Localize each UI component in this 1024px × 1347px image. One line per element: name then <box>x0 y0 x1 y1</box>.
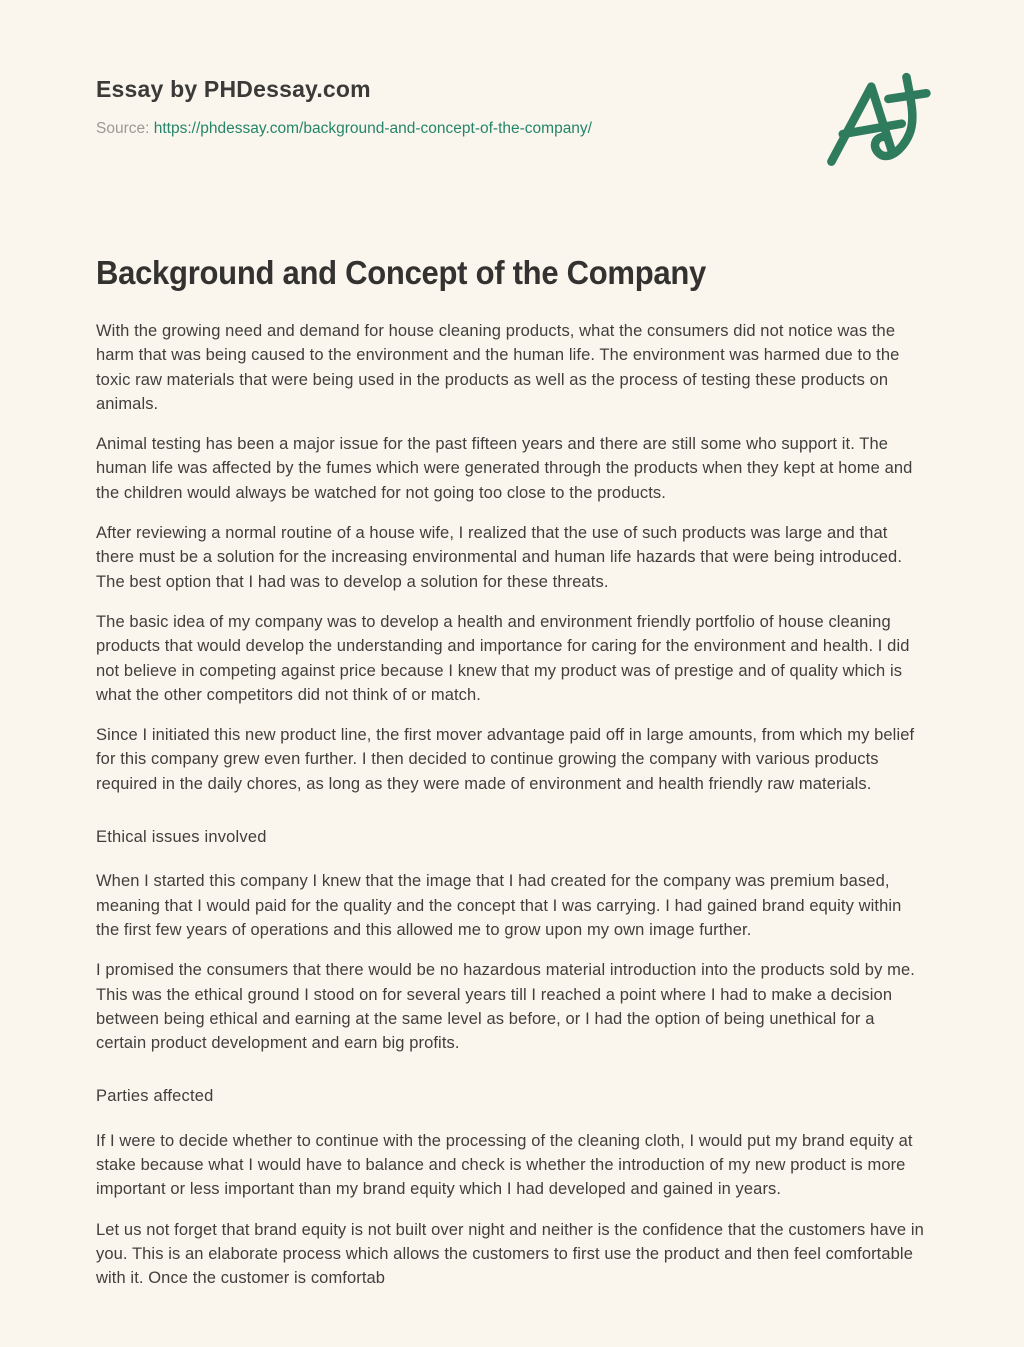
source-line <box>96 120 820 138</box>
source-label: Source: <box>96 120 150 137</box>
essay-paragraph: When I started this company I knew that the image that I had created for the company was premium based, meaning that I would paid for the quality and the concept that I was carrying. I had gained brand equity within the first few years of operations and this allowed me to grow upon my own image further. <box>96 872 902 939</box>
essay-paragraph: Since I initiated this new product line, the first mover advantage paid off in large amounts, from which my belief for this company grew even further. I then decided to continue growing the company with various products required in the daily chores, as long as they were made of environment and health friendly raw materials. <box>96 726 915 793</box>
source-link[interactable]: https://phdessay.com/background-and-concept-of-the-company/ <box>153 120 592 137</box>
essay-paragraph: After reviewing a normal routine of a house wife, I realized that the use of such products was large and that there must be a solution for the increasing environmental and human life hazards that were being introduced. The best option that I had was to develop a solution for these threats. <box>96 524 903 591</box>
essay-paragraph: The basic idea of my company was to develop a health and environment friendly portfolio of house cleaning products that would develop the understanding and importance for caring for the environment and health. I did not believe in competing against price because I knew that my product was of prestige and of quality which is what the other competitors did not think of or match. <box>96 612 910 704</box>
essay-paragraph-truncated: Let us not forget that brand equity is not built over night and neither is the confidence that the customers have in you. This is an elaborate process which allows the customers to first use the product and then feel comfortable with it. Once the customer is comfortab <box>96 1220 924 1288</box>
page-header <box>96 76 928 170</box>
section-heading-parties-affected: Parties affected <box>96 1087 214 1106</box>
essay-byline: Essay by PHDessay.com <box>96 76 371 102</box>
essay-body <box>96 319 928 1291</box>
essay-paragraph: I promised the consumers that there would be no hazardous material introduction into the products sold by me. This was the ethical ground I stood on for several years till I reached a point where I had to make a decision between being ethical and earning at the same level as before, or I had the option of being unethical for a certain product development and earn big profits. <box>96 961 915 1053</box>
essay-paragraph: If I were to decide whether to continue with the processing of the cleaning cloth, I would put my brand equity at stake because what I would have to balance and check is whether the introduction of my new product is more important or less important than my brand equity which I had developed and gained in years. <box>96 1131 913 1199</box>
aplus-logo-icon <box>820 64 934 170</box>
header-text-block <box>96 76 820 138</box>
essay-paragraph: Animal testing has been a major issue for the past fifteen years and there are still some who support it. The human life was affected by the fumes which were generated through the products when they kept at home and the children would always be watched for not going too close to the products. <box>96 435 913 502</box>
essay-paragraph: With the growing need and demand for house cleaning products, what the consumers did not notice was the harm that was being caused to the environment and the human life. The environment was harmed due to the toxic raw materials that were being used in the products as well as the process of testing these products on animals. <box>96 322 900 413</box>
section-heading-ethical-issues: Ethical issues involved <box>96 828 267 847</box>
page-title: Background and Concept of the Company <box>96 254 707 291</box>
